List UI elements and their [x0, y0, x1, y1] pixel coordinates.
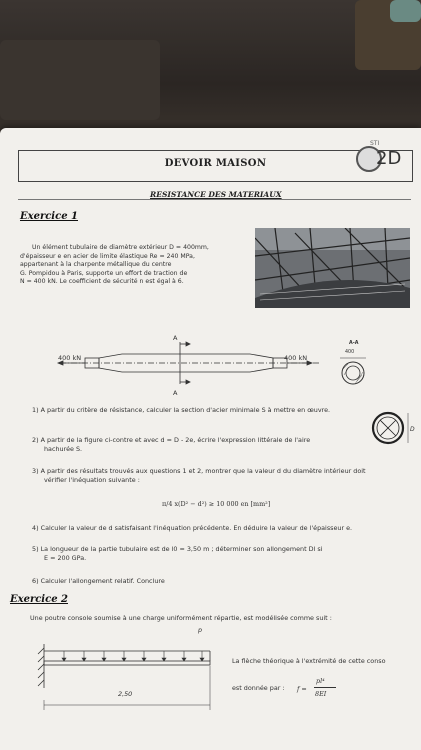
- question-number: 4): [32, 524, 39, 532]
- photo-drawing: [255, 228, 410, 308]
- question-number: 3): [32, 467, 39, 475]
- question-text: A partir de la figure ci-contre et avec d = D - 2e, écrire l'expression littérale de l'aire: [40, 436, 311, 444]
- subject-title: RESISTANCE DES MATERIAUX: [150, 190, 282, 199]
- question-6: [32, 577, 412, 586]
- section-aa-dim: 400: [345, 350, 355, 355]
- question-text-cont: E = 200 GPa.: [44, 553, 87, 562]
- question-4: [32, 524, 412, 533]
- question-number: 1): [32, 406, 39, 414]
- question-3: [32, 467, 412, 484]
- question-2: [32, 436, 362, 453]
- section-mark-top: A: [173, 334, 178, 342]
- question-1: [32, 406, 392, 415]
- section-mark-bottom: A: [173, 389, 178, 397]
- tube-figure: [50, 340, 330, 400]
- cantilever-figure: [30, 630, 230, 730]
- logo-small-text: STI: [370, 140, 380, 147]
- exercise2-side-text-1: La flèche théorique à l'extrémité de cette conso: [232, 657, 386, 665]
- exercise1-heading: Exercice 1: [20, 211, 78, 222]
- load-left-label: 400 kN: [58, 354, 82, 362]
- exercise2-side-text-2: est donnée par :: [232, 684, 285, 692]
- inequation: π/4 x(D² − d²) ≥ 10 000 en [mm²]: [162, 500, 271, 508]
- question-number: 2): [32, 436, 39, 444]
- exercise1-intro: [20, 244, 252, 287]
- formula-numerator: pl⁴: [316, 677, 325, 685]
- intro-line: Un élément tubulaire de diamètre extérieur D = 400mm,: [32, 244, 209, 251]
- exercise2-intro: Une poutre console soumise à une charge uniformément répartie, est modélisée comme suit :: [30, 614, 332, 622]
- length-label: 2,50: [118, 690, 133, 698]
- svg-text:D: D: [410, 426, 415, 433]
- load-label-p: p: [198, 626, 203, 634]
- intro-line: G. Pompidou à Paris, supporte un effort de traction de: [20, 269, 188, 277]
- divider: [18, 199, 411, 200]
- question-text-cont: vérifier l'inéquation suivante :: [44, 475, 140, 484]
- question-text: A partir des résultats trouvés aux questions 1 et 2, montrer que la valeur d du diamètre intérieur doit: [40, 467, 366, 475]
- question-text: Calculer l'allongement relatif. Conclure: [40, 577, 165, 585]
- fraction-bar: [314, 687, 336, 688]
- question-number: 5): [32, 545, 39, 553]
- formula-lhs: f =: [297, 685, 307, 693]
- question-text: A partir du critère de résistance, calculer la section d'acier minimale S à mettre en œuvre.: [40, 406, 331, 414]
- logo-big-text: 2D: [376, 148, 402, 169]
- question-text: Calculer la valeur de d satisfaisant l'inéquation précédente. En déduire la valeur de l'épaisseur e.: [40, 524, 353, 532]
- section-aa-drawing: [335, 355, 375, 395]
- section-aa-title: A-A: [349, 341, 359, 346]
- question-text-cont: hachurée S.: [44, 444, 83, 453]
- load-right-label: 400 kN: [284, 354, 308, 362]
- intro-line: d'épaisseur e en acier de limite élastique Re = 240 MPa,: [20, 252, 195, 260]
- desk-shadow: [0, 40, 160, 120]
- intro-line: appartenant à la charpente métallique du centre: [20, 261, 172, 269]
- question-5: [32, 545, 416, 562]
- exercise2-heading: Exercice 2: [10, 594, 68, 605]
- question-number: 6): [32, 577, 39, 585]
- question-text: La longueur de la partie tubulaire est de l0 = 3,50 m ; déterminer son allongement Dl si: [40, 545, 323, 553]
- intro-line: N = 400 kN. Le coefficient de sécurité n est égal à 6.: [20, 278, 184, 286]
- page-title: DEVOIR MAISON: [164, 158, 267, 169]
- formula-denominator: 8EI: [315, 690, 327, 698]
- pompidou-photo: [255, 228, 410, 308]
- desk-object-teal: [390, 0, 421, 22]
- sti2d-logo: [350, 140, 408, 174]
- section-figure-2: [368, 408, 418, 448]
- desk-background: [0, 0, 421, 140]
